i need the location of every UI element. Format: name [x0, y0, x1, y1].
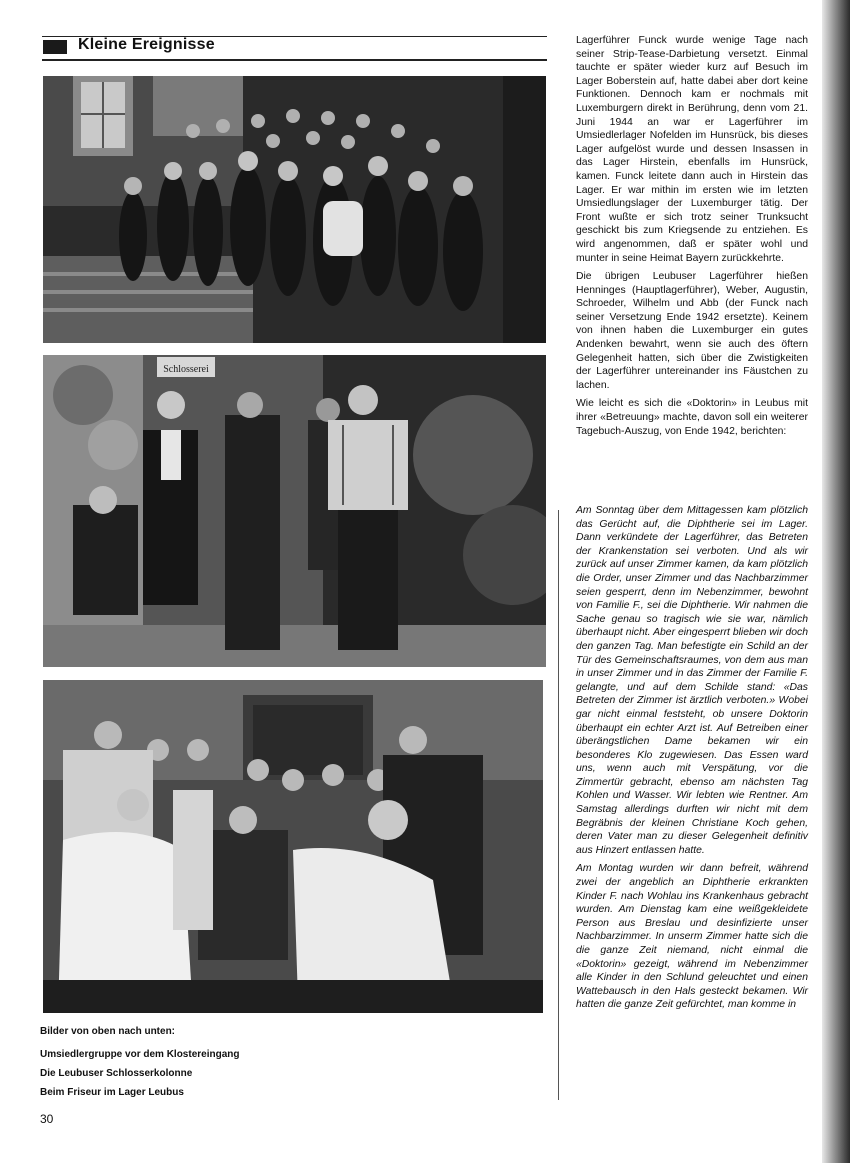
- paragraph-funck: Lagerführer Funck wurde wenige Tage nach seiner Strip-Tease-Darbietung versetzt. Einmal tauchte er später wieder kurz auf Besuch im Lager Boberstein auf, hatte dabei aber dort keine Funktionen. Dennoch kam er nochmals mit Luxemburgern direkt in Berührung, denn vom 21. Juni 1944 an war er Lagerführer im Umsiedlerlager Nofelden im Hunsrück, bis dieses Lager aufgelöst wurde und dessen Insassen in das Lager Hirstein, ebenfalls im Hunsrück, kamen. Funck leitete dann auch in Hirstein das Lager. Er war mithin im ersten wie im letzten Umsiedlungslager der Luxemburger tätig. Der Front wußte er sich trotz seiner Trunksucht geschickt bis zum Kriegsende zu entziehen. Es wird angenommen, daß er später wohl und munter in seine Heimat Bayern zurückkehrte.: [576, 35, 808, 264]
- photo-barber-in-camp: [43, 680, 543, 1013]
- quote-margin-rule: [558, 510, 559, 1100]
- diary-excerpt: [576, 504, 808, 1017]
- paragraph-doktorin-intro: Wie leicht es sich die «Doktorin» in Leubus mit ihrer «Betreuung» machte, davon soll ein weiterer Tagebuch-Auszug, von Ende 1942, berichten:: [576, 398, 808, 437]
- book-spine-shadow: [822, 0, 850, 1163]
- section-title: Kleine Ereignisse: [78, 36, 215, 53]
- paragraph-lagerfuehrer: Die übrigen Leubuser Lagerführer hießen Henninges (Hauptlagerführer), Weber, Augustin, Schroeder, Wilhelm und Abb (der Funck nach seiner Versetzung Ende 1942 ersetzte). Keinem von ihnen haben die Luxemburger ein gutes Andenken bewahrt, wenn sie auch des öftern Gelegenheit hatten, sich über die Zwistigkeiten der Lagerführer untereinander ins Fäustchen zu lachen.: [576, 271, 808, 391]
- diary-paragraph-monday: Am Montag wurden wir dann befreit, während zwei der angeblich an Diphtherie erkrankten Kinder F. nach Wohlau ins Krankenhaus gebracht wurden. Am Dienstag kam eine weißgekleidete Person aus Breslau und desinfizierte unser Nachbarzimmer. In unserm Zimmer hatte sich die die ganze Zeit niemand, nicht einmal die «Doktorin» gezeigt, während im Nebenzimmer alle Kinder in den Schlund geleuchtet und einen Wattebausch in den Hals gesteckt bekamen. Wir hatten die ganze Zeit gefürchtet, man komme in: [576, 863, 808, 1011]
- caption-line-3: Beim Friseur im Lager Leubus: [40, 1087, 184, 1098]
- caption-line-2: Die Leubuser Schlosserkolonne: [40, 1068, 193, 1079]
- diary-paragraph-sunday: Am Sonntag über dem Mittagessen kam plötzlich das Gerücht auf, die Diphtherie sei im Lager. Dann verkündete der Lagerführer, das Betreten der Krankenstation sei verboten. Und als wir zurück auf unser Zimmer kamen, da kam plötzlich die Order, unser Zimmer und das Nachbarzimmer seien gesperrt, denn im Nebenzimmer, bewohnt von Familie F., sei die Diphtherie. Wir nahmen die Sache genau so tragisch wie sie war, nämlich überhaupt nicht. Aber eingesperrt blieben wir doch den ganzen Tag. Man befestigte ein Schild an der Tür des Gemeinschaftsraumes, von dem aus man in unser Zimmer und in das Zimmer der Familie F. gelangte, und auf dem Schilde stand: «Das Betreten der Zimmer ist ärztlich verboten.» Wobei gar nicht einmal feststeht, ob unsere Doktorin überhaupt ein echter Arzt ist. Auf Betreiben einer überängstlichen Dame bekamen wir ein besonderes Klo zugewiesen. Das Essen ward uns, wenn auch mit Verspätung, vor die Zimmertür gebracht, ebenso am nächsten Tag Kohlen und Wasser. Wir lebten wie Rentner. Am Samstag allerdings durften wir nicht mit dem Begräbnis der kleinen Christiane Koch gehen, deren Vater man zu dieser Gelegenheit definitiv aus Hinzert entlassen hatte.: [576, 505, 808, 856]
- caption-intro: Bilder von oben nach unten:: [40, 1026, 176, 1037]
- caption-line-1: Umsiedlergruppe vor dem Klostereingang: [40, 1049, 240, 1060]
- text-column-upper: [576, 34, 808, 443]
- photo-group-at-entrance: [43, 76, 546, 343]
- page-number: 30: [40, 1112, 54, 1126]
- section-marker: [43, 40, 67, 54]
- heading-rule-bottom: [42, 59, 547, 61]
- photo-locksmith-crew: [43, 355, 546, 667]
- workshop-sign: Schlosserei: [163, 364, 209, 375]
